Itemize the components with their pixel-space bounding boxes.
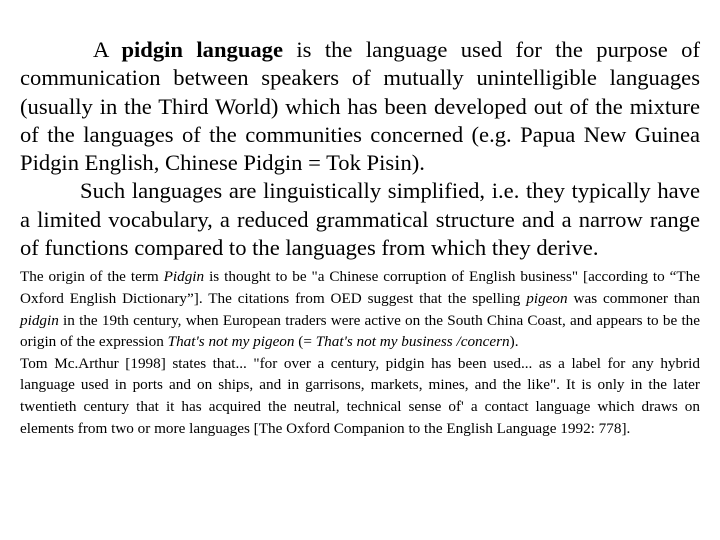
small-text-block: [20, 266, 700, 439]
origin-text-2: is thought to be "a Chinese corruption of English business" [according to “The Oxford English Dictionary”]. The citations from OED suggest that the spelling: [20, 268, 700, 307]
term-pidgin-lower-italic: pidgin: [20, 311, 59, 329]
expression-italic: That's not my pigeon: [167, 333, 295, 351]
mcarthur-text: Tom Mc.Arthur [1998] states that... "for over a century, pidgin has been used... as a label for any hybrid language used in ports and on ships, and in garrisons, markets, mines, and the like". It is only in the later twentieth century that it has acquired the neutral, technical sense of' a contact language which draws on elements from two or more languages [The Oxford Companion to the English Language 1992: 778].: [20, 354, 700, 437]
origin-text-1: The origin of the term: [20, 268, 164, 286]
origin-text-5: (=: [294, 333, 316, 351]
paragraph-pidgin-definition: [20, 36, 700, 177]
paragraph-mcarthur: [20, 353, 700, 439]
origin-text-4: in the 19th century, when European traders were active on the South China Coast, and appears to be the origin of the expression: [20, 311, 700, 351]
origin-text-3: was commoner than: [567, 289, 701, 307]
origin-text-6: ).: [509, 333, 519, 351]
definition-text: is the language used for the purpose of communication between speakers of mutually unintelligible languages (usually in the Third World) which has been developed out of the mixture of the languages of the communities concerned (e.g. Papua New Guinea Pidgin English, Chinese Pidgin = Tok Pisin).: [20, 37, 701, 176]
paragraph-simplification: [20, 177, 700, 262]
meaning-italic: That's not my business /concern: [315, 333, 510, 351]
document-page: [20, 36, 700, 439]
term-pidgin-language: pidgin language: [121, 37, 284, 62]
paragraph-origin: [20, 266, 700, 352]
simplification-text: Such languages are linguistically simplified, i.e. they typically have a limited vocabulary, a reduced grammatical structure and a narrow range of functions compared to the languages from which they derive.: [20, 178, 700, 261]
definition-intro: A: [93, 37, 122, 62]
term-pigeon-italic: pigeon: [526, 289, 568, 307]
term-pidgin-italic: Pidgin: [163, 268, 205, 286]
